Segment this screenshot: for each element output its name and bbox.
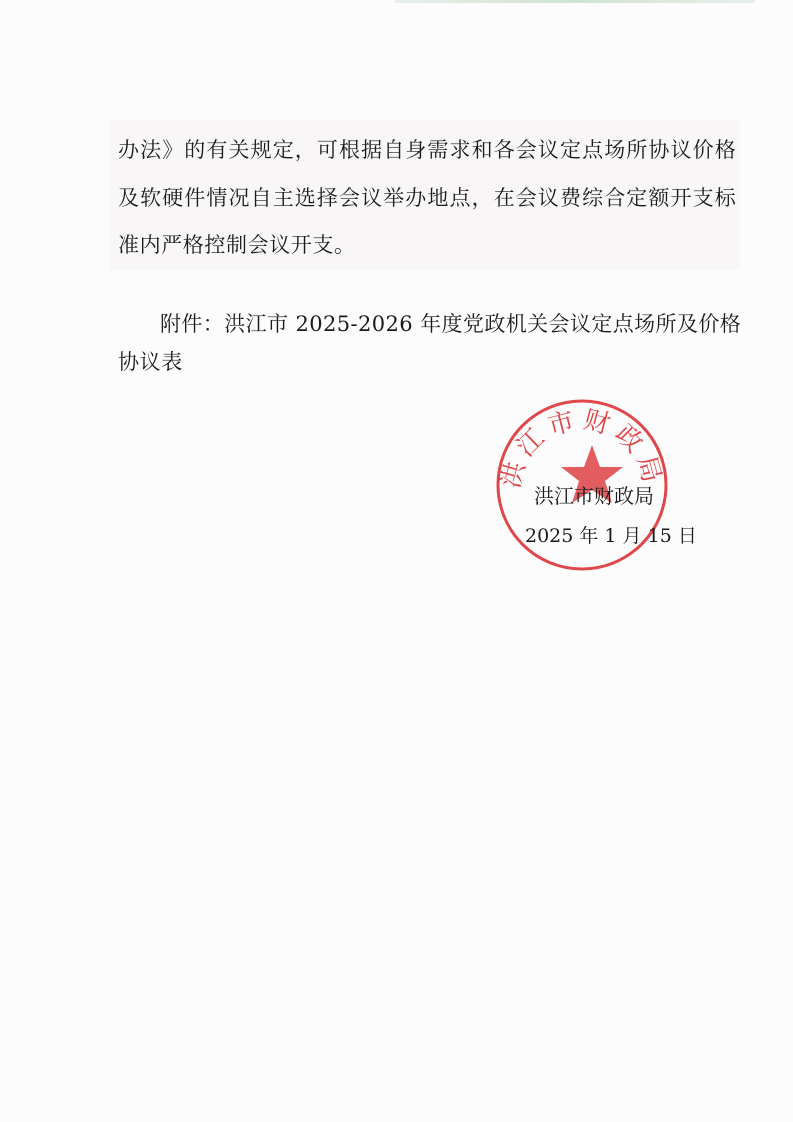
attachment-line-1: 附件：洪江市 2025-2026 年度党政机关会议定点场所及价格 [160, 312, 742, 336]
attachment-line-2: 协议表 [118, 350, 183, 374]
top-edge-mark [395, 0, 755, 3]
seal-text: 洪江市财政局 [495, 404, 669, 492]
signature-organization: 洪江市财政局 [534, 484, 654, 508]
paragraph-line-2: 及软硬件情况自主选择会议举办地点，在会议费综合定额开支标 [118, 186, 737, 210]
paragraph-line-3: 准内严格控制会议开支。 [118, 233, 356, 257]
signature-date: 2025 年 1 月 15 日 [525, 525, 697, 547]
paragraph-line-1: 办法》的有关规定，可根据自身需求和各会议定点场所协议价格 [118, 138, 737, 162]
